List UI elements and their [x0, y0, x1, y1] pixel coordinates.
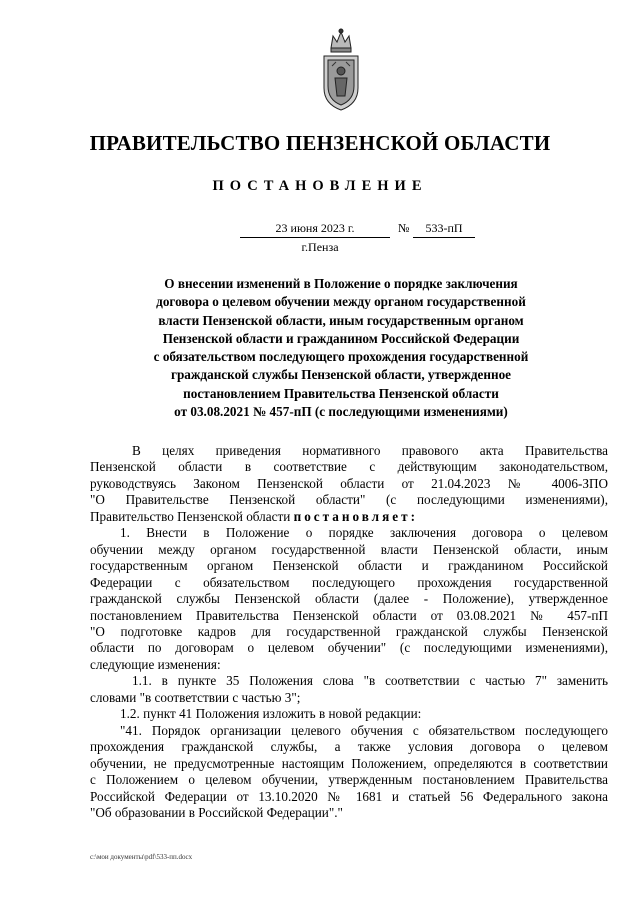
file-path-footer: c:\мои документы\pdf\533-пп.docx	[90, 853, 193, 861]
colon: :	[410, 508, 415, 524]
body-line: 1.2. пункт 41 Положения изложить в новой редакции:	[120, 706, 422, 722]
document-subject	[90, 275, 592, 421]
body-line: гражданской службы Пензенской области (далее - Положение), утвержденное	[90, 591, 608, 607]
number-sign: №	[398, 221, 410, 235]
body-line: Федерации с обязательством последующего прохождения государственной	[90, 574, 608, 590]
subject-line: Пензенской области и гражданином Российской Федерации	[162, 330, 520, 346]
body-line: В целях приведения нормативного правового акта Правительства	[132, 443, 608, 458]
resolves-word: постановляет	[293, 508, 411, 524]
organization-title: ПРАВИТЕЛЬСТВО ПЕНЗЕНСКОЙ ОБЛАСТИ	[89, 131, 551, 155]
body-line: области по договорам о целевом обучении" (с последующими изменениями),	[90, 640, 608, 656]
body-line: "О подготовке кадров для государственной гражданской службы Пензенской	[90, 623, 608, 639]
body-line: обучении, не предусмотренные настоящим Положением, определяются в соответствии	[90, 755, 608, 771]
subject-line: договора о целевом обучении между органом государственной	[156, 294, 526, 310]
document-body	[90, 443, 608, 821]
coat-of-arms-emblem	[318, 26, 364, 118]
body-line: словами "в соответствии с частью 3";	[90, 689, 301, 705]
body-line: прохождения гражданской службы, а также условия договора о целевом	[90, 739, 608, 755]
document-number: 533-пП	[413, 221, 475, 238]
subject-line: гражданской службы Пензенской области, утвержденное	[170, 367, 512, 383]
document-type: ПОСТАНОВЛЕНИЕ	[212, 178, 428, 194]
government-text: Правительство Пензенской области	[90, 508, 291, 524]
document-date: 23 июня 2023 г.	[240, 221, 390, 238]
body-line: следующие изменения:	[90, 656, 221, 672]
body-line: 1.1. в пункте 35 Положения слова "в соответствии с частью 7" заменить	[132, 673, 608, 689]
subject-line: с обязательством последующего прохождения государственной	[153, 349, 529, 365]
body-line: обучении между органом государственной власти Пензенской области, иным	[90, 541, 608, 557]
body-line: государственным органом Пензенской области и гражданином Российской	[90, 558, 608, 574]
body-line: "Об образовании в Российской Федерации"."	[90, 804, 343, 820]
body-line	[90, 509, 608, 525]
body-line: с Положением о целевом обучении, утвержденным постановлением Правительства	[90, 772, 608, 788]
body-line: Российской Федерации от 13.10.2020 № 1681 и статьей 56 Федерального закона	[90, 788, 608, 804]
body-line: руководствуясь Законом Пензенской области от 21.04.2023 № 4006-ЗПО	[90, 475, 608, 491]
subject-line: О внесении изменений в Положение о порядке заключения	[164, 276, 518, 291]
body-line: Пензенской области в соответствие с действующим законодательством,	[90, 459, 608, 475]
body-line: постановлением Правительства Пензенской области от 03.08.2021 № 457-пП	[90, 607, 608, 623]
body-line: "41. Порядок организации целевого обучения с обязательством последующего	[120, 722, 608, 738]
city: г.Пенза	[301, 240, 339, 254]
subject-line: от 03.08.2021 № 457-пП (с последующими изменениями)	[174, 404, 508, 420]
subject-line: власти Пензенской области, иным государственным органом	[158, 312, 524, 328]
body-line: "О Правительстве Пензенской области" (с последующими изменениями),	[90, 492, 608, 508]
body-line: 1. Внести в Положение о порядке заключения договора о целевом	[120, 525, 608, 541]
subject-line: постановлением Правительства Пензенской области	[183, 385, 499, 401]
